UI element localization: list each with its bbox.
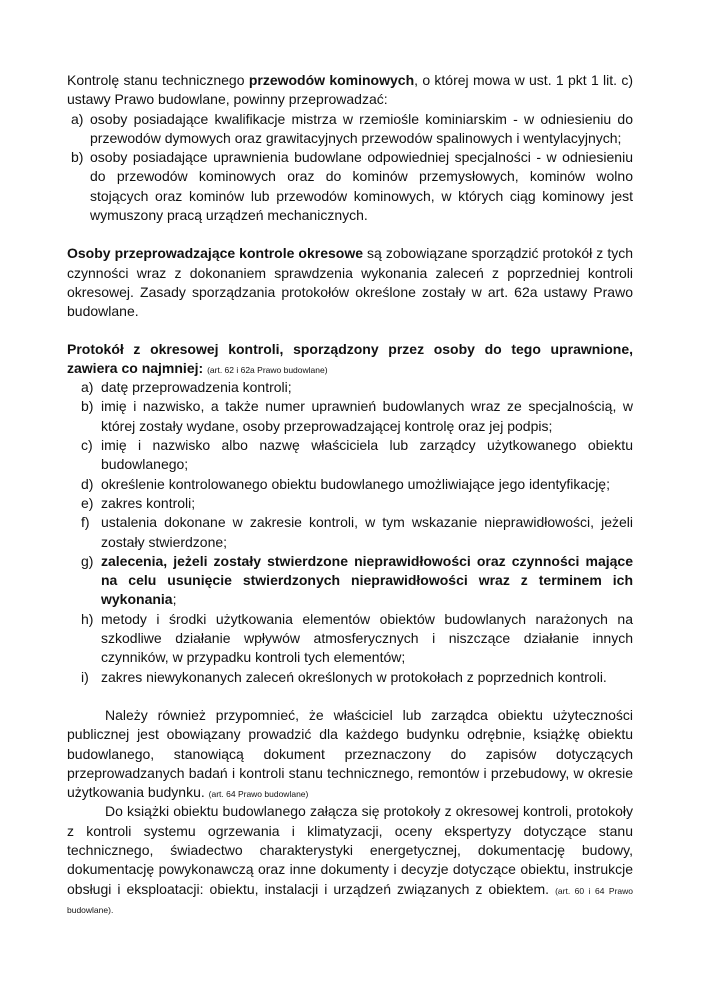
intro-bold-term: przewodów kominowych <box>248 72 415 88</box>
protocol-contents-list <box>67 378 633 687</box>
protocol-heading: Protokół z okresowej kontroli, sporządzony przez osoby do tego uprawnione, zawiera co najmniej: (art. 62 i 62a Prawo budowlane) <box>67 340 633 376</box>
legal-reference: (art. 64 Prawo budowlane) <box>208 789 309 800</box>
list-item: b) osoby posiadające uprawnienia budowlane odpowiedniej specjalności - w odniesieniu do przewodów kominowych oraz do kominów przemysłowych, kominów wolno stojących oraz kominów lub przewodów kominowych, w których ciąg kominowy jest wymuszony pracą urządzeń mechanicznych. <box>71 149 633 224</box>
legal-reference: (art. 62 i 62a Prawo budowlane) <box>207 364 328 375</box>
legal-reference: (art. 60 i 64 Prawo budowlane). <box>67 885 634 915</box>
list-item: b) imię i nazwisko, a także numer uprawnień budowlanych wraz ze specjalnością, w której zostały wydane, osoby przeprowadzającej kontrolę oraz jej podpis; <box>81 398 633 434</box>
list-item: f) ustalenia dokonane w zakresie kontroli, w tym wskazanie nieprawidłowości, jeżeli zostały stwierdzone; <box>81 514 633 550</box>
intro-paragraph: Kontrolę stanu technicznego przewodów kominowych, o której mowa w ust. 1 pkt 1 lit. c) ustawy Prawo budowlane, powinny przeprowadzać: <box>67 72 633 108</box>
list-item: c) imię i nazwisko albo nazwę właściciela lub zarządcy użytkowanego obiektu budowlanego; <box>81 437 633 473</box>
list-item: g) zalecenia, jeżeli zostały stwierdzone nieprawidłowości oraz czynności mające na celu usunięcie stwierdzonych nieprawidłowości wraz z terminem ich wykonania; <box>81 552 633 608</box>
qualified-persons-list <box>67 110 633 226</box>
list-item: i) zakres niewykonanych zaleceń określonych w protokołach z poprzednich kontroli. <box>81 668 607 685</box>
list-item: a) osoby posiadające kwalifikacje mistrza w rzemiośle kominiarskim - w odniesieniu do przewodów dymowych oraz grawitacyjnych przewodów spalinowych i wentylacyjnych; <box>71 110 633 146</box>
list-item: h) metody i środki użytkowania elementów obiektów budowlanych narażonych na szkodliwe działanie wpływów atmosferycznych i niszczące działanie innych czynników, w przypadku kontroli tych elementów; <box>81 610 633 666</box>
list-item: d) określenie kontrolowanego obiektu budowlanego umożliwiające jego identyfikację; <box>81 475 610 492</box>
list-item: a) datę przeprowadzenia kontroli; <box>81 379 292 396</box>
attachments-paragraph: Do książki obiektu budowlanego załącza się protokoły z okresowej kontroli, protokoły z kontroli systemu ogrzewania i klimatyzacji, oceny ekspertyzy dotyczące stanu technicznego, świadectwo charakterystyki energetycznej, dokumentację budowy, dokumentację powykonawczą oraz inne dokumenty i decyzje dotyczące obiektu, instrukcje obsługi i eksploatacji: obiektu, instalacji i urządzeń związanych z obiektem. (art. 60 i 64 Prawo budowlane). <box>67 803 634 915</box>
list-item: e) zakres kontroli; <box>81 494 196 511</box>
inspectors-paragraph: Osoby przeprowadzające kontrole okresowe są zobowiązane sporządzić protokół z tych czynności wraz z dokonaniem sprawdzenia wykonania zaleceń z poprzedniej kontroli okresowej. Zasady sporządzania protokołów określone zostały w art. 62a ustawy Prawo budowlane. <box>67 245 633 320</box>
building-book-paragraph: Należy również przypomnieć, że właściciel lub zarządca obiektu użyteczności publicznej jest obowiązany prowadzić dla każdego budynku odrębnie, książkę obiektu budowlanego, stanowiącą dokument przeznaczony do zapisów dotyczących przeprowadzanych badań i kontroli stanu technicznego, remontów i przebudowy, w okresie użytkowania budynku. (art. 64 Prawo budowlane) <box>67 706 633 801</box>
